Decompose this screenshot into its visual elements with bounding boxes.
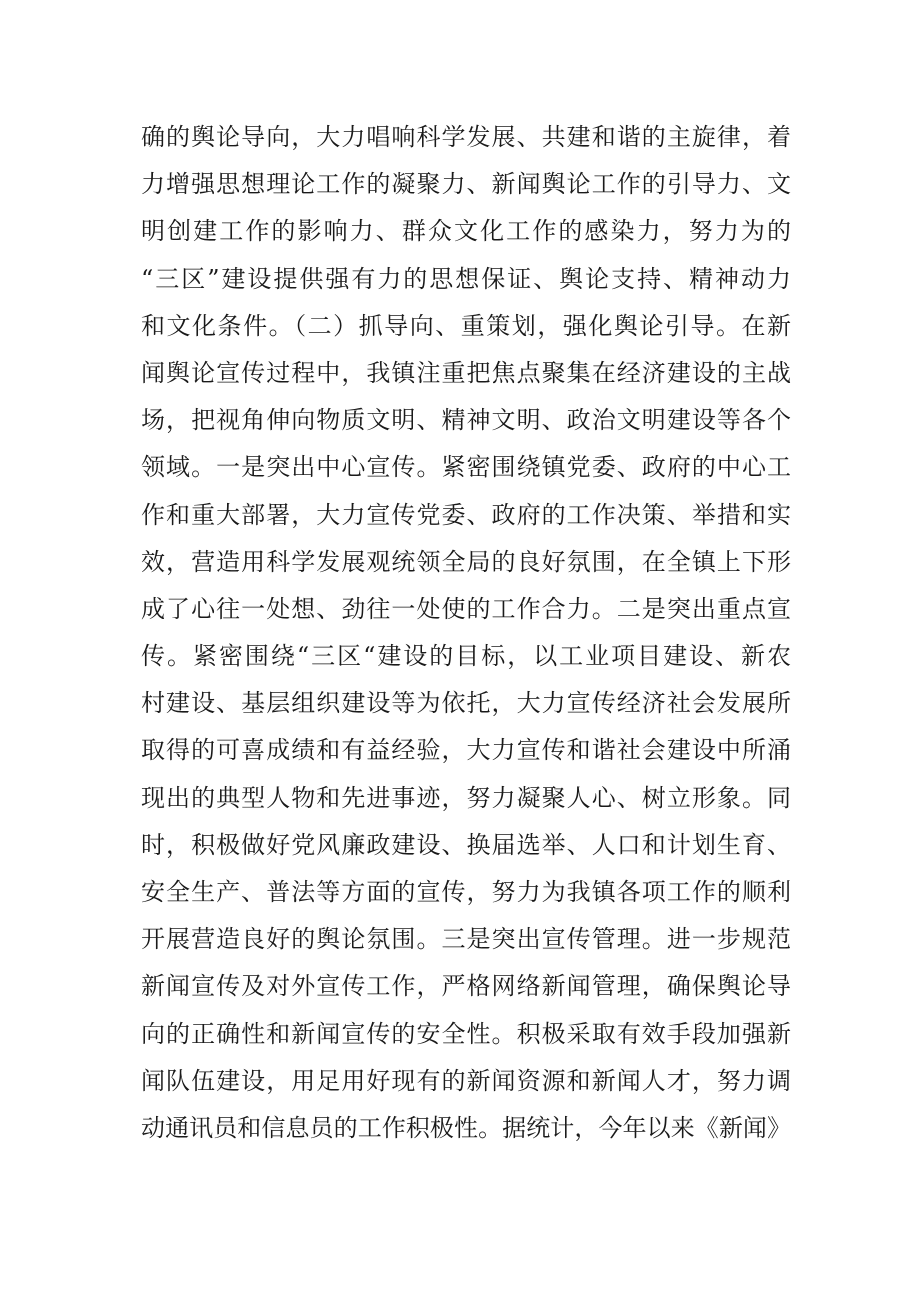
text-line: 和文化条件。（二）抓导向、重策划，强化舆论引导。在新: [141, 311, 793, 340]
text-line: 安全生产、普法等方面的宣传，努力为我镇各项工作的顺利: [141, 878, 793, 906]
text-line: “三区”建设提供强有力的思想保证、舆论支持、精神动力: [141, 264, 793, 293]
text-line: 作和重大部署，大力宣传党委、政府的工作决策、举措和实: [141, 500, 793, 529]
text-line: 领域。一是突出中心宣传。紧密围绕镇党委、政府的中心工: [141, 453, 793, 482]
text-line: 向的正确性和新闻宣传的安全性。积极采取有效手段加强新: [141, 1019, 793, 1048]
text-line: 确的舆论导向，大力唱响科学发展、共建和谐的主旋律，着: [141, 123, 793, 151]
text-line: 力增强思想理论工作的凝聚力、新闻舆论工作的引导力、文: [141, 170, 793, 199]
text-line: 明创建工作的影响力、群众文化工作的感染力，努力为的: [141, 217, 794, 246]
text-line: 新闻宣传及对外宣传工作，严格网络新闻管理，确保舆论导: [141, 972, 793, 1001]
text-line: 开展营造良好的舆论氛围。三是突出宣传管理。进一步规范: [141, 925, 793, 954]
text-line: 传。紧密围绕“三区“建设的目标，以工业项目建设、新农: [141, 642, 793, 671]
text-line: 闻舆论宣传过程中，我镇注重把焦点聚集在经济建设的主战: [141, 358, 793, 387]
text-line: 闻队伍建设，用足用好现有的新闻资源和新闻人才，努力调: [141, 1066, 793, 1095]
text-line: 成了心往一处想、劲往一处使的工作合力。二是突出重点宣: [141, 594, 793, 623]
text-line: 村建设、基层组织建设等为依托，大力宣传经济社会发展所: [141, 689, 793, 718]
text-line: 现出的典型人物和先进事迹，努力凝聚人心、树立形象。同: [141, 783, 793, 812]
body-text: [141, 114, 794, 1152]
text-line: 效，营造用科学发展观统领全局的良好氛围，在全镇上下形: [141, 547, 793, 576]
text-line: 时，积极做好党风廉政建设、换届选举、人口和计划生育、: [141, 830, 793, 859]
text-line: 动通讯员和信息员的工作积极性。据统计，今年以来《新闻》: [141, 1113, 792, 1142]
text-line: 场，把视角伸向物质文明、精神文明、政治文明建设等各个: [141, 406, 793, 435]
text-line: 取得的可喜成绩和有益经验，大力宣传和谐社会建设中所涌: [141, 736, 793, 765]
